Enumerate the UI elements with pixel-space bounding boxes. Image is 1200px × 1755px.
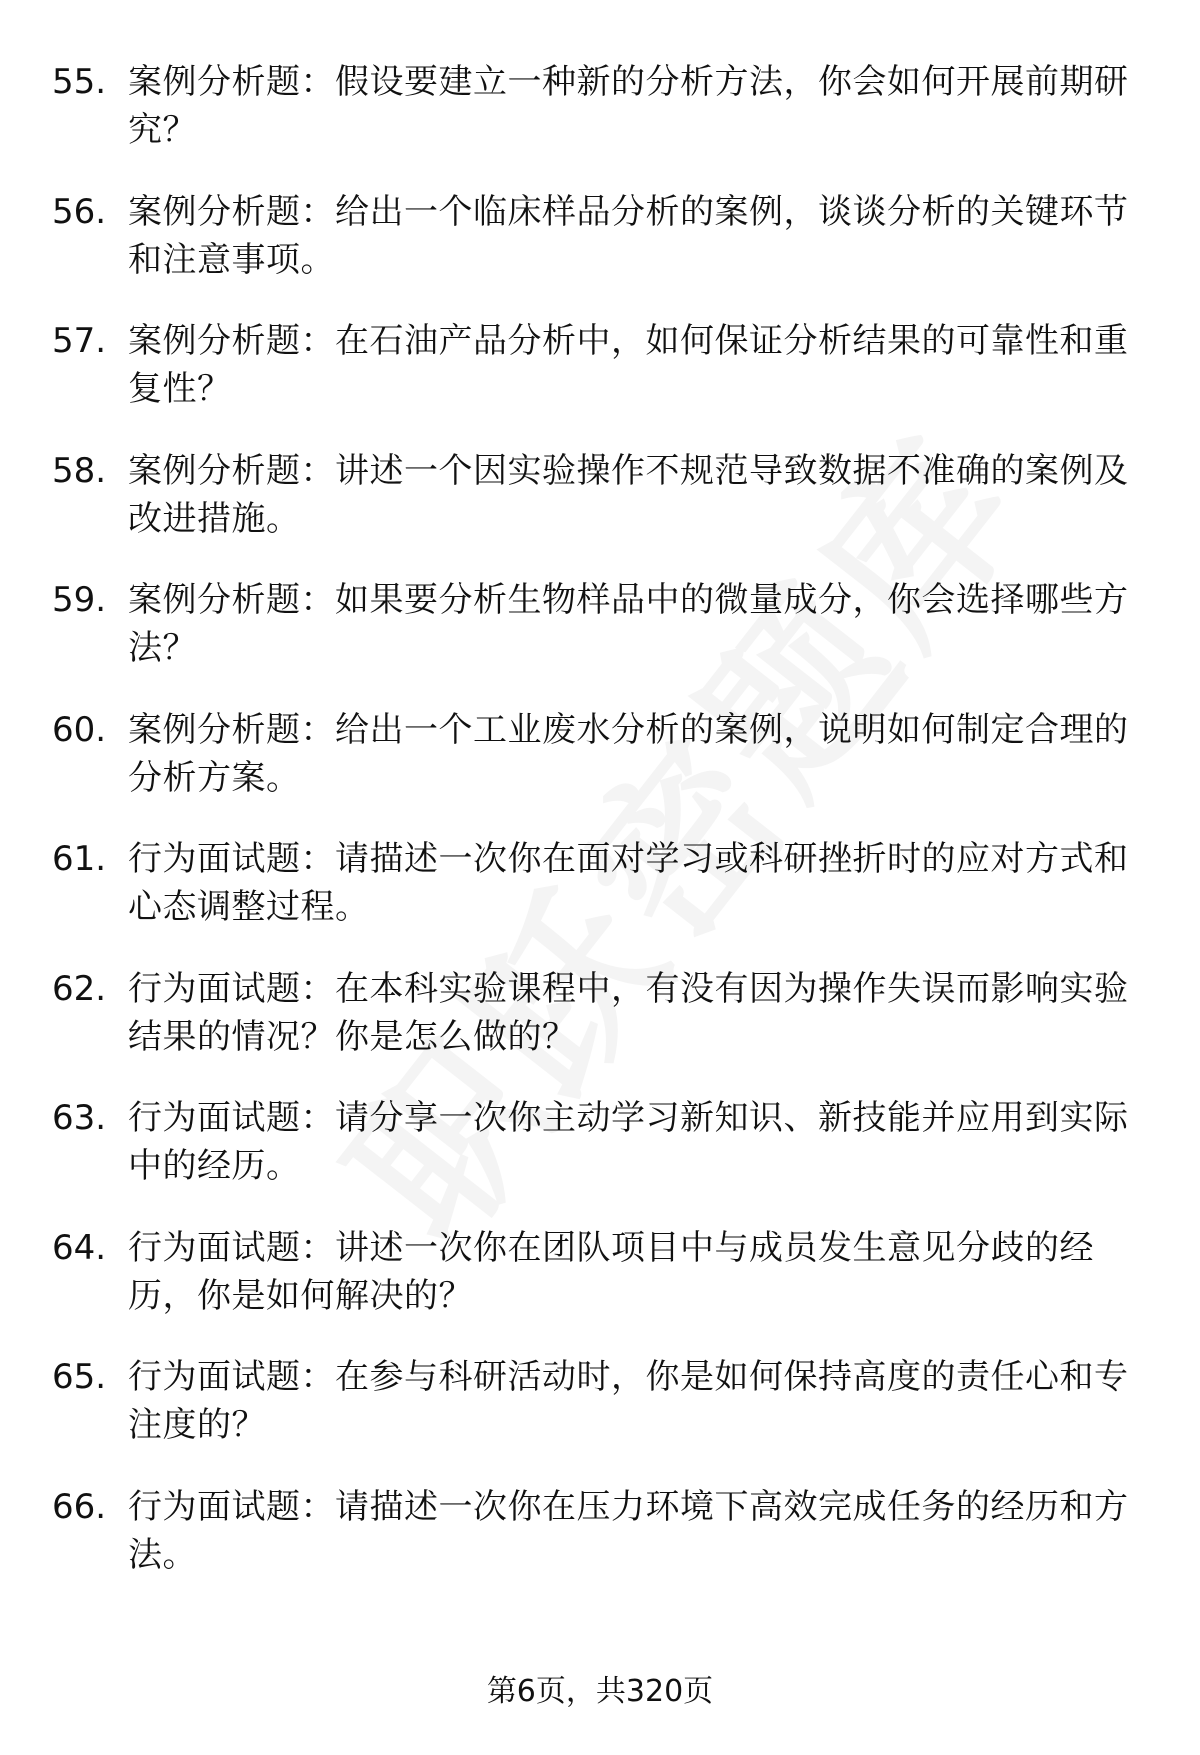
question-number: 59. bbox=[52, 580, 107, 620]
question-item-64 bbox=[52, 1224, 1142, 1320]
question-number: 62. bbox=[52, 968, 107, 1009]
question-number: 55. bbox=[52, 62, 107, 102]
question-number: 66. bbox=[52, 1486, 107, 1527]
question-text: 案例分析题：假设要建立一种新的分析方法，你会如何开展前期研究？ bbox=[128, 62, 1129, 150]
question-number: 60. bbox=[52, 709, 107, 750]
page-footer bbox=[0, 1672, 1200, 1712]
question-text: 案例分析题：给出一个工业废水分析的案例，说明如何制定合理的分析方案。 bbox=[128, 709, 1129, 798]
question-text: 案例分析题：讲述一个因实验操作不规范导致数据不准确的案例及改进措施。 bbox=[128, 450, 1129, 539]
question-item-57 bbox=[52, 317, 1142, 413]
question-number: 64. bbox=[52, 1227, 107, 1268]
question-item-62 bbox=[52, 965, 1142, 1061]
question-list bbox=[52, 58, 1142, 1612]
question-text: 行为面试题：讲述一次你在团队项目中与成员发生意见分歧的经历，你是如何解决的？ bbox=[128, 1227, 1094, 1316]
question-item-60 bbox=[52, 706, 1142, 802]
question-item-59 bbox=[52, 576, 1142, 672]
question-text: 行为面试题：在本科实验课程中，有没有因为操作失误而影响实验结果的情况？你是怎么做的？ bbox=[128, 968, 1129, 1057]
question-text: 案例分析题：在石油产品分析中，如何保证分析结果的可靠性和重复性？ bbox=[128, 321, 1129, 409]
question-item-65 bbox=[52, 1353, 1142, 1449]
question-item-55 bbox=[52, 58, 1142, 154]
question-item-56 bbox=[52, 188, 1142, 284]
question-number: 58. bbox=[52, 450, 107, 491]
question-number: 63. bbox=[52, 1098, 107, 1138]
question-text: 行为面试题：请分享一次你主动学习新知识、新技能并应用到实际中的经历。 bbox=[128, 1098, 1129, 1186]
question-item-58 bbox=[52, 447, 1142, 543]
question-number: 56. bbox=[52, 191, 107, 232]
question-text: 行为面试题：在参与科研活动时，你是如何保持高度的责任心和专注度的？ bbox=[128, 1357, 1129, 1445]
question-item-61 bbox=[52, 835, 1142, 931]
question-item-63 bbox=[52, 1094, 1142, 1190]
question-item-66 bbox=[52, 1483, 1142, 1579]
question-text: 行为面试题：请描述一次你在压力环境下高效完成任务的经历和方法。 bbox=[128, 1486, 1129, 1575]
question-text: 行为面试题：请描述一次你在面对学习或科研挫折时的应对方式和心态调整过程。 bbox=[128, 839, 1129, 927]
question-number: 57. bbox=[52, 321, 107, 361]
question-text: 案例分析题：给出一个临床样品分析的案例，谈谈分析的关键环节和注意事项。 bbox=[128, 191, 1129, 280]
question-number: 61. bbox=[52, 839, 107, 879]
page-number-label: 第6页，共320页 bbox=[486, 1674, 714, 1709]
question-number: 65. bbox=[52, 1357, 107, 1397]
question-text: 案例分析题：如果要分析生物样品中的微量成分，你会选择哪些方法？ bbox=[128, 580, 1129, 668]
